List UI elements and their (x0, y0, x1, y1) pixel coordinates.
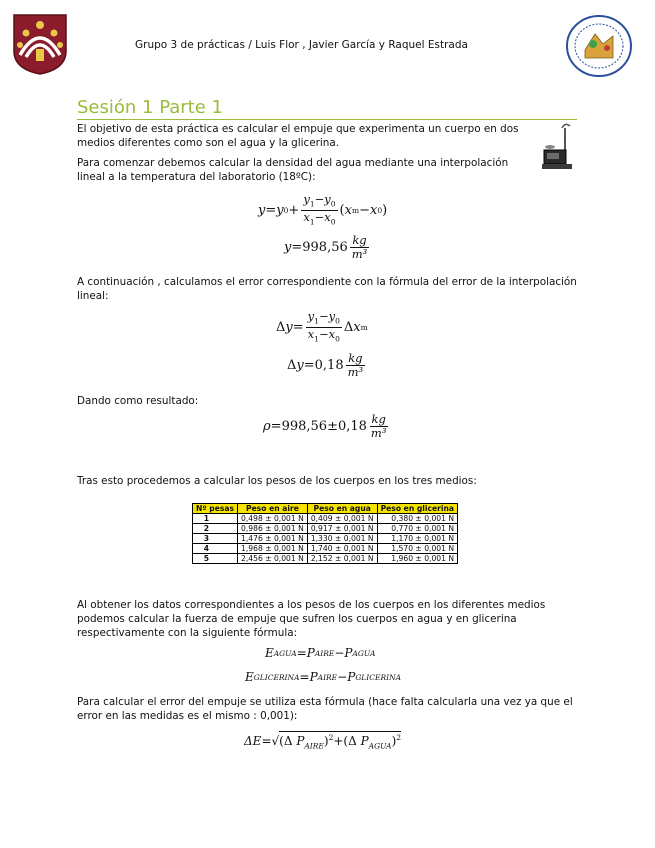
table-cell: 1 (193, 514, 238, 524)
equation-error-formula: Δ y = $\frac{y_1-y_0}{x_1-x_0}$ Δ x m (276, 309, 368, 344)
paragraph-objective: El objetivo de esta práctica es calcular el empuje que experimenta un cuerpo en dos medios diferentes como son el agua y la glicerina. (77, 123, 519, 149)
paragraph-buoyancy-intro: Al obtener los datos correspondientes a los pesos de los cuerpos en los diferentes medios podemos calcular la fuerza de empuje que sufren los cuerpos en agua y en glicerina respectivamente con la siguiente fórmula: (77, 599, 546, 639)
col-header: Peso en aire (238, 504, 308, 514)
university-logo (12, 13, 68, 75)
table-cell: 2,152 ± 0,001 N (307, 554, 377, 564)
page-header: Grupo 3 de prácticas / Luis Flor , Javier García y Raquel Estrada (135, 39, 468, 51)
paragraph-error-intro: A continuación , calculamos el error correspondiente con la fórmula del error de la interpolación lineal: (77, 276, 577, 302)
table-cell: 5 (193, 554, 238, 564)
table-row (193, 534, 458, 544)
equation-density-value: y = 998,56 $\frac{kg}{\text{m³}}$ (284, 233, 368, 261)
table-cell: 3 (193, 534, 238, 544)
equation-interpolation: y = y 0 + $\frac{y_1-y_0}{x_1-x_0}$ ( x m − x 0 ) (258, 192, 388, 227)
table-cell: 1,740 ± 0,001 N (307, 544, 377, 554)
table-row (193, 554, 458, 564)
equation-buoyancy-error: ΔE =√ (Δ $P_{AIRE})^2+(\Delta$ $P_{AGUA})^2$ (244, 733, 402, 751)
col-header: Peso en agua (307, 504, 377, 514)
equation-rho: ρ = 998,56 ± 0,18 $\frac{kg}{\text{m³}}$ (263, 412, 387, 440)
equation-error-value: Δ y = 0,18 $\frac{kg}{\text{m³}}$ (287, 351, 364, 379)
section-title: Sesión 1 Parte 1 (77, 97, 223, 118)
table-cell: 4 (193, 544, 238, 554)
table-cell: 1,570 ± 0,001 N (377, 544, 457, 554)
paragraph-density-intro: Para comenzar debemos calcular la densidad del agua mediante una interpolación lineal a la temperatura del laboratorio (18ºC): (77, 157, 509, 183)
table-cell: 0,917 ± 0,001 N (307, 524, 377, 534)
col-header: Peso en glicerina (377, 504, 457, 514)
paragraph-weights-intro: Tras esto procedemos a calcular los pesos de los cuerpos en los tres medios: (77, 475, 477, 487)
col-header: Nº pesas (193, 504, 238, 514)
equation-buoyancy-glycerin: E GLICERINA = P AIRE − P GLICERINA (245, 670, 402, 684)
table-cell: 1,330 ± 0,001 N (307, 534, 377, 544)
faculty-seal (565, 14, 633, 78)
table-cell: 2 (193, 524, 238, 534)
table-cell: 0,498 ± 0,001 N (238, 514, 308, 524)
lab-balance-illustration (540, 122, 576, 172)
table-row (193, 524, 458, 534)
equation-buoyancy-water: E AGUA = P AIRE − P AGUA (265, 646, 376, 660)
paragraph-result-intro: Dando como resultado: (77, 395, 199, 407)
table-cell: 2,456 ± 0,001 N (238, 554, 308, 564)
table-row (193, 514, 458, 524)
table-cell: 0,770 ± 0,001 N (377, 524, 457, 534)
table-cell: 1,476 ± 0,001 N (238, 534, 308, 544)
weights-table (192, 503, 458, 564)
table-cell: 0,380 ± 0,001 N (377, 514, 457, 524)
title-divider (77, 119, 577, 120)
table-cell: 0,986 ± 0,001 N (238, 524, 308, 534)
table-header-row (193, 504, 458, 514)
table-cell: 1,170 ± 0,001 N (377, 534, 457, 544)
table-cell: 1,960 ± 0,001 N (377, 554, 457, 564)
table-cell: 0,409 ± 0,001 N (307, 514, 377, 524)
paragraph-error-buoyancy: Para calcular el error del empuje se utiliza esta fórmula (hace falta calcularla una vez ya que el error en las medidas es el mismo : 0,001): (77, 696, 573, 722)
table-cell: 1,968 ± 0,001 N (238, 544, 308, 554)
table-row (193, 544, 458, 554)
